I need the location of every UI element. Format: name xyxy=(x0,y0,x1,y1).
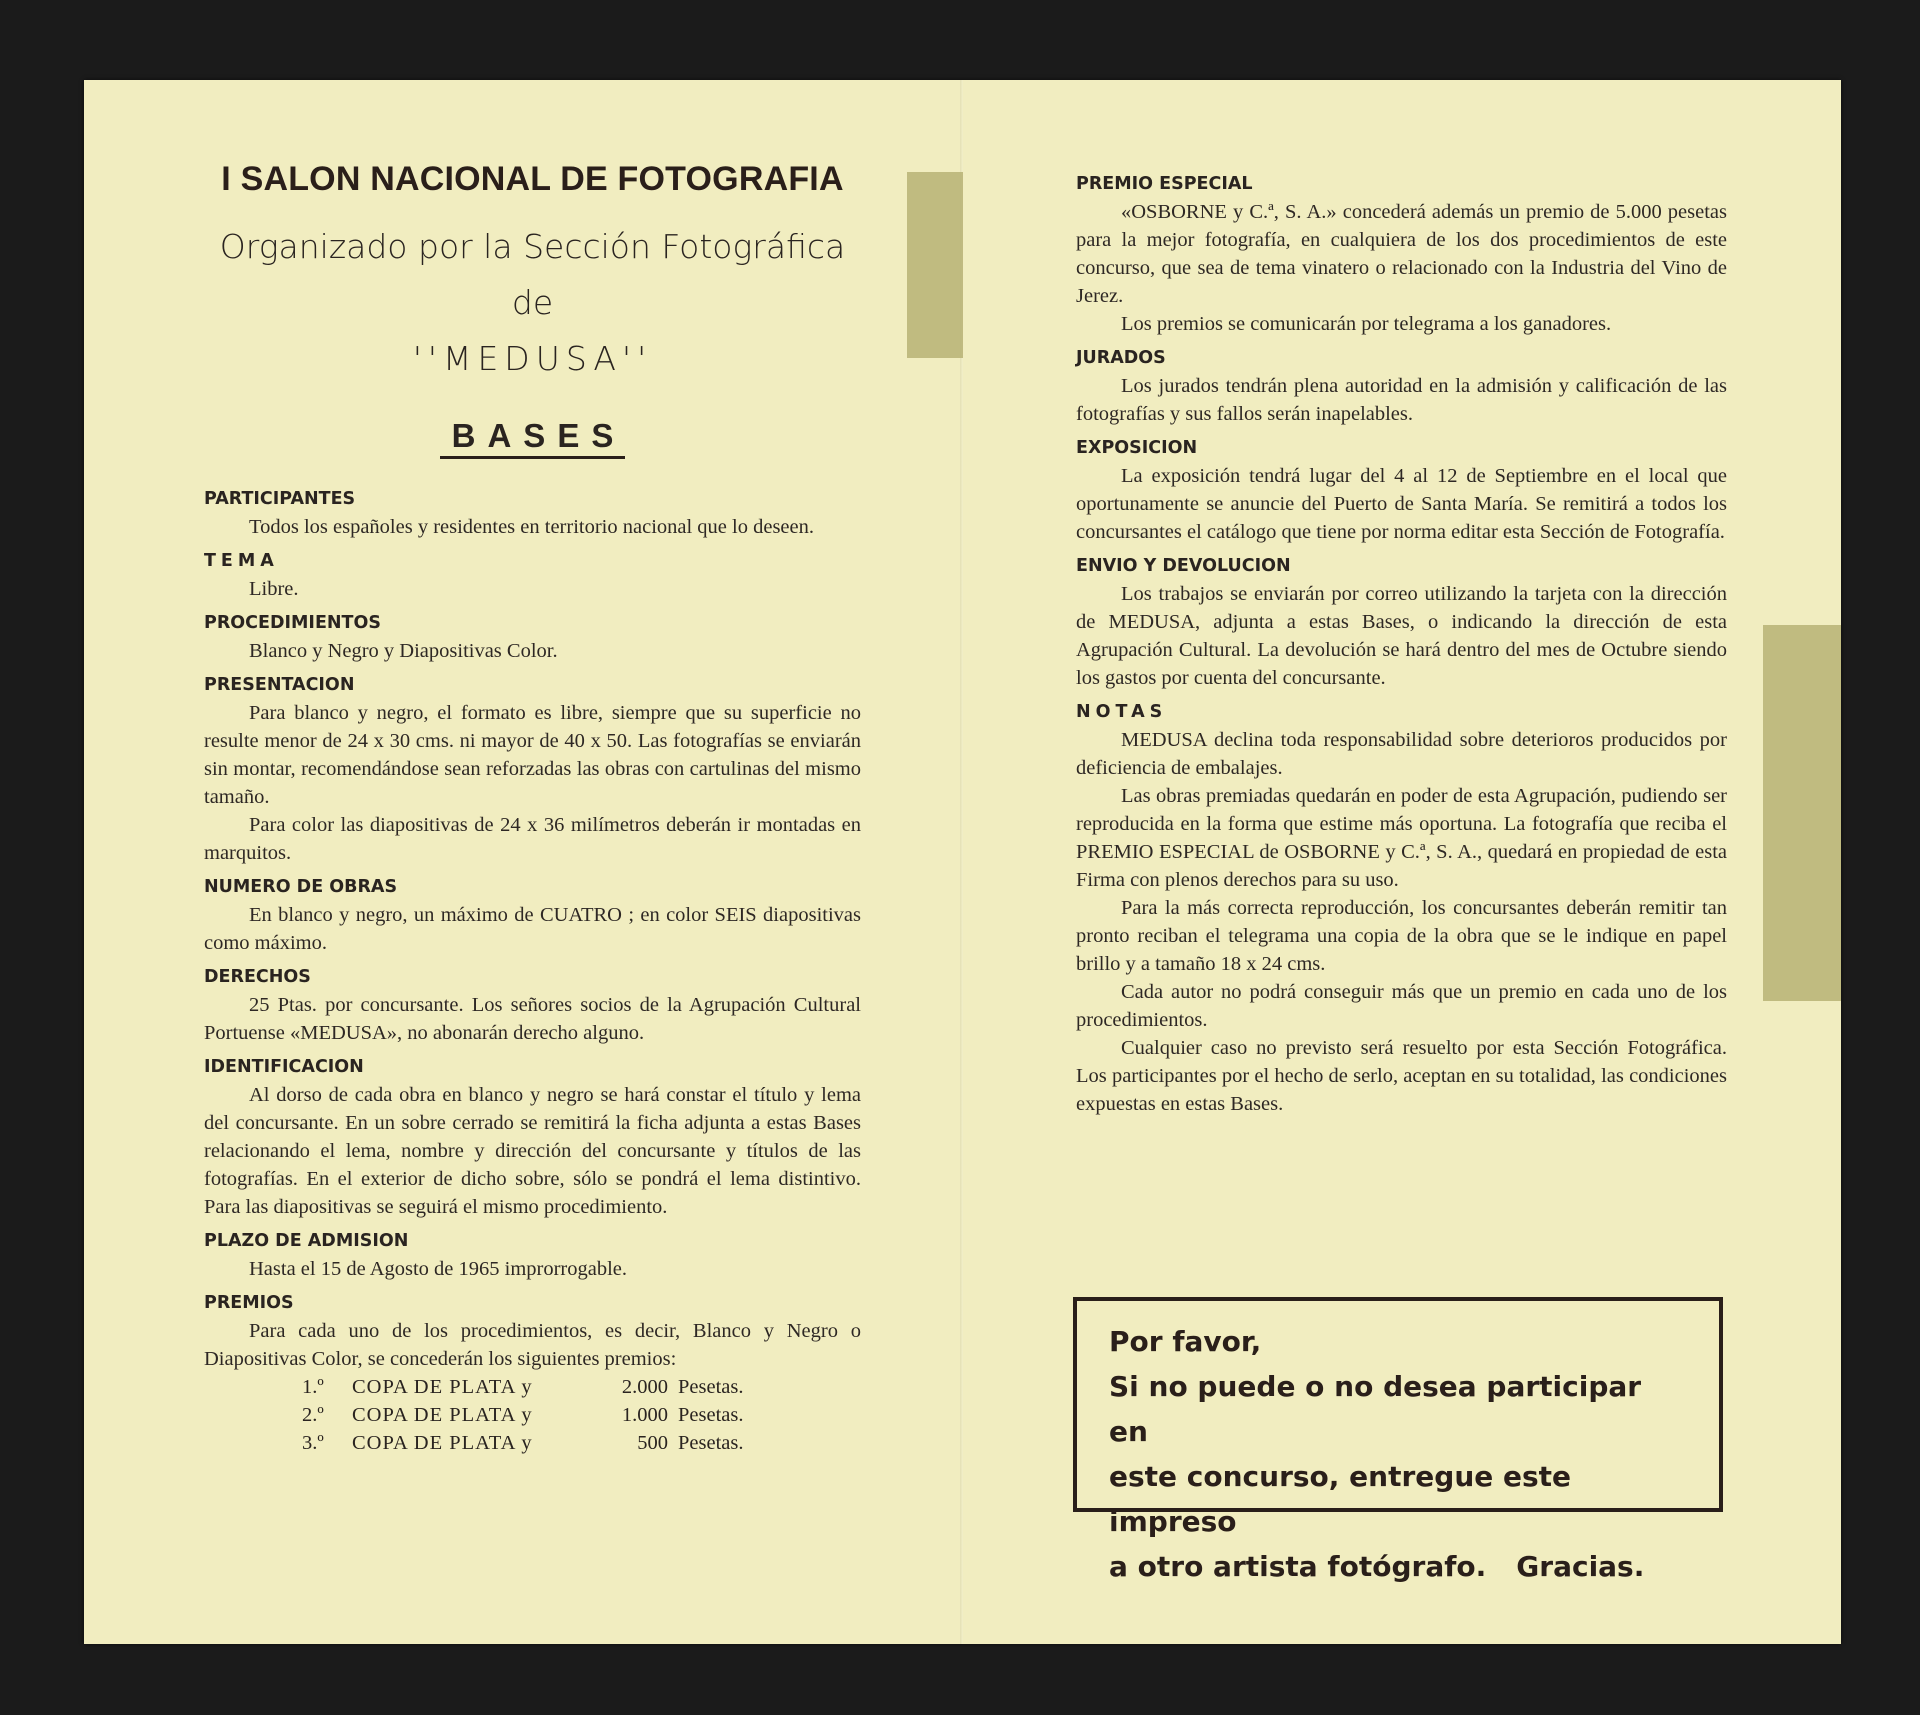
section-paragraph: En blanco y negro, un máximo de CUATRO ; en color SEIS diapositivas como máximo. xyxy=(204,904,861,954)
section-paragraph: Los jurados tendrán plena autoridad en la admisión y calificación de las fotografías y sus fallos serán inapelables. xyxy=(1076,375,1727,425)
section-plazo-de-admision xyxy=(204,1227,861,1283)
section-procedimientos xyxy=(204,609,861,665)
section-paragraph: Blanco y Negro y Diapositivas Color. xyxy=(249,640,558,662)
section-paragraph: 25 Ptas. por concursante. Los señores socios de la Agrupación Cultural Portuense «MEDUSA», no abonarán derecho alguno. xyxy=(204,994,861,1044)
section-numero-de-obras xyxy=(204,873,861,957)
prize-currency: Pesetas. xyxy=(678,1404,744,1426)
section-heading: DERECHOS xyxy=(204,967,311,987)
prize-cup: COPA DE PLATA y xyxy=(352,1432,533,1454)
section-paragraph: Los premios se comunicarán por telegrama a los ganadores. xyxy=(1121,313,1612,335)
subtitle-line-2: ''MEDUSA'' xyxy=(412,339,653,378)
section-premios xyxy=(204,1289,861,1457)
section-paragraph: Para color las diapositivas de 24 x 36 milímetros deberán ir montadas en marquitos. xyxy=(204,814,861,864)
prize-amount: 2.000 xyxy=(621,1376,668,1398)
section-heading: PRESENTACION xyxy=(204,675,355,695)
section-heading: NUMERO DE OBRAS xyxy=(204,877,398,897)
prize-list xyxy=(204,1373,861,1457)
prize-ordinal: 1.º xyxy=(302,1376,324,1398)
left-column xyxy=(204,160,861,1463)
notice-thanks: Gracias. xyxy=(1516,1550,1645,1583)
document-subtitle xyxy=(204,219,861,387)
section-paragraph: Los trabajos se enviarán por correo utilizando la tarjeta con la dirección de MEDUSA, adjunta a estas Bases, o indicando la dirección de esta Agrupación Cultural. La devolución se hará dentro del mes de Octubre siendo los gastos por cuenta del concursante. xyxy=(1076,583,1727,689)
section-jurados xyxy=(1076,344,1727,428)
section-paragraph: MEDUSA declina toda responsabilidad sobre deterioros producidos por deficiencia de embalajes. xyxy=(1076,729,1727,779)
subtitle-line-1: Organizado por la Sección Fotográfica de xyxy=(219,227,846,322)
section-paragraph: Para la más correcta reproducción, los concursantes deberán remitir tan pronto reciban el telegrama una copia de la obra que se le indique en papel brillo y a tamaño 18 x 24 cms. xyxy=(1076,897,1727,975)
section-heading: PLAZO DE ADMISION xyxy=(204,1231,409,1251)
section-notas xyxy=(1076,698,1727,1118)
section-heading: PREMIOS xyxy=(204,1293,294,1313)
prize-amount: 500 xyxy=(637,1432,668,1454)
section-derechos xyxy=(204,963,861,1047)
notice-line xyxy=(1109,1544,1689,1589)
section-participantes xyxy=(204,485,861,541)
section-paragraph: «OSBORNE y C.ª, S. A.» concederá además un premio de 5.000 pesetas para la mejor fotografía, en cualquiera de los dos procedimientos de este concurso, que sea de tema vinatero o relacionado con la Industria del Vino de Jerez. xyxy=(1076,201,1727,307)
prize-ordinal: 2.º xyxy=(302,1404,324,1426)
section-paragraph: La exposición tendrá lugar del 4 al 12 de Septiembre en el local que oportunamente se anuncie del Puerto de Santa María. Se remitirá a todos los concursantes el catálogo que tiene por norma editar esta Sección de Fotografía. xyxy=(1076,465,1727,543)
notice-line: Si no puede o no desea participar en xyxy=(1109,1370,1642,1448)
section-heading: PROCEDIMIENTOS xyxy=(204,613,381,633)
section-presentacion xyxy=(204,671,861,867)
section-heading: PARTICIPANTES xyxy=(204,489,356,509)
section-paragraph: Hasta el 15 de Agosto de 1965 improrrogable. xyxy=(249,1258,628,1280)
section-paragraph: Para cada uno de los procedimientos, es decir, Blanco y Negro o Diapositivas Color, se concederán los siguientes premios: xyxy=(204,1320,861,1370)
notice-line: este concurso, entregue este impreso xyxy=(1109,1460,1572,1538)
section-paragraph: Todos los españoles y residentes en territorio nacional que lo deseen. xyxy=(249,516,815,538)
section-paragraph: Cada autor no podrá conseguir más que un premio en cada uno de los procedimientos. xyxy=(1076,981,1727,1031)
prize-currency: Pesetas. xyxy=(678,1432,744,1454)
bases-heading xyxy=(204,417,861,455)
notice-box xyxy=(1073,1297,1723,1583)
prize-item xyxy=(302,1429,861,1457)
document-title: I SALON NACIONAL DE FOTOGRAFIA xyxy=(221,160,844,198)
section-heading: PREMIO ESPECIAL xyxy=(1076,174,1253,194)
section-paragraph: Cualquier caso no previsto será resuelto por esta Sección Fotográfica. Los participantes por el hecho de serlo, aceptan en su totalidad, las condiciones expuestas en estas Bases. xyxy=(1076,1037,1727,1115)
section-paragraph: Libre. xyxy=(249,578,299,600)
section-heading: TEMA xyxy=(204,551,279,571)
section-heading: ENVIO Y DEVOLUCION xyxy=(1076,556,1291,576)
tape-strip xyxy=(1763,625,1841,1001)
section-exposicion xyxy=(1076,434,1727,546)
section-paragraph: Las obras premiadas quedarán en poder de esta Agrupación, pudiendo ser reproducida en la forma que estime más oportuna. La fotografía que reciba el PREMIO ESPECIAL de OSBORNE y C.ª, S. A., quedará en propiedad de esta Firma con plenos derechos para su uso. xyxy=(1076,785,1727,891)
section-paragraph: Al dorso de cada obra en blanco y negro se hará constar el título y lema del concursante. En un sobre cerrado se remitirá la ficha adjunta a estas Bases relacionando el lema, nombre y dirección del concursante y títulos de las fotografías. En el exterior de dicho sobre, sólo se pondrá el lema distintivo. Para las diapositivas se seguirá el mismo procedimiento. xyxy=(204,1084,861,1218)
prize-ordinal: 3.º xyxy=(302,1432,324,1454)
section-premio-especial xyxy=(1076,170,1727,338)
prize-cup: COPA DE PLATA y xyxy=(352,1376,533,1398)
section-paragraph: Para blanco y negro, el formato es libre, siempre que su superficie no resulte menor de 24 x 30 cms. ni mayor de 40 x 50. Las fotografías se enviarán sin montar, recomendándose sean reforzadas las obras con cartulinas del mismo tamaño. xyxy=(204,702,861,808)
notice-line-text: a otro artista fotógrafo. xyxy=(1109,1550,1487,1583)
section-heading: EXPOSICION xyxy=(1076,438,1198,458)
prize-item xyxy=(302,1401,861,1429)
prize-currency: Pesetas. xyxy=(678,1376,744,1398)
notice-line: Por favor, xyxy=(1109,1325,1262,1358)
section-heading: JURADOS xyxy=(1076,348,1166,368)
section-tema xyxy=(204,547,861,603)
bases-text: BASES xyxy=(440,417,626,459)
prize-amount: 1.000 xyxy=(621,1404,668,1426)
section-heading: NOTAS xyxy=(1076,702,1168,722)
section-heading: IDENTIFICACION xyxy=(204,1057,364,1077)
right-column xyxy=(1076,170,1727,1124)
prize-item xyxy=(302,1373,861,1401)
tape-strip xyxy=(907,172,963,358)
section-identificacion xyxy=(204,1053,861,1221)
section-envio-y-devolucion xyxy=(1076,552,1727,692)
prize-cup: COPA DE PLATA y xyxy=(352,1404,533,1426)
